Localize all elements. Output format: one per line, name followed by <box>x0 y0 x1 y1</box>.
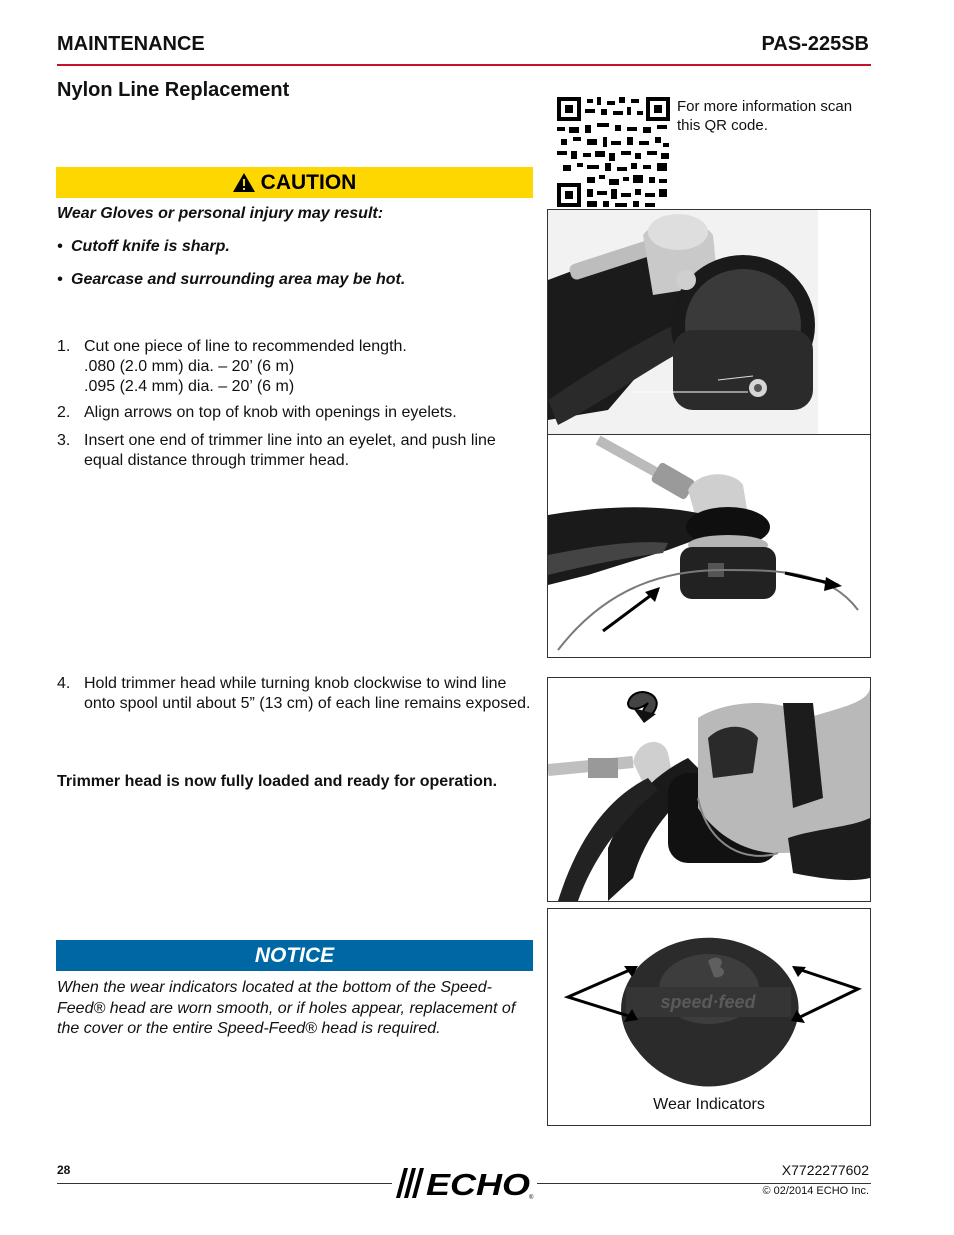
caution-banner <box>56 167 533 198</box>
qr-code-image <box>557 97 670 207</box>
document-code: X7722277602 <box>781 1162 869 1178</box>
page-number: 28 <box>57 1163 71 1177</box>
figure-caption: Wear Indicators <box>653 1096 765 1113</box>
header-model: PAS-225SB <box>761 33 869 55</box>
photo-winding-line <box>547 677 871 902</box>
caution-label: CAUTION <box>260 170 357 194</box>
copyright: © 02/2014 ECHO Inc. <box>762 1185 869 1197</box>
photo-trimmer-head-closeup <box>547 209 871 435</box>
echo-logo <box>392 1166 537 1200</box>
qr-note: For more information scan this QR code. <box>677 98 853 134</box>
ready-statement: Trimmer head is now fully loaded and ready for operation. <box>57 773 498 790</box>
section-title: Nylon Line Replacement <box>57 79 290 101</box>
speed-feed-cover-illustration <box>548 909 870 1125</box>
notice-label: NOTICE <box>254 943 335 967</box>
echo-logo-graphic <box>392 1166 537 1200</box>
winding-hands-illustration <box>548 678 870 901</box>
header-rule <box>57 64 871 66</box>
header-section: MAINTENANCE <box>57 33 205 55</box>
photo-line-insertion <box>547 434 871 658</box>
svg-text:®: ® <box>529 1195 534 1200</box>
echo-logo-text: ECHO <box>426 1167 530 1200</box>
warning-triangle-icon <box>233 173 255 192</box>
caution-intro: Wear Gloves or personal injury may result: <box>57 205 384 222</box>
svg-text:speed·feed: speed·feed <box>660 992 756 1012</box>
notice-text: When the wear indicators located at the bottom of the Speed-Feed® head are worn smooth, or if holes appear, replacement of the cover or the entire Speed-Feed® head is required. <box>57 979 516 1037</box>
line-insertion-illustration <box>548 435 870 657</box>
qr-code-graphic <box>557 97 670 207</box>
photo-wear-indicators <box>547 908 871 1126</box>
trimmer-head-illustration <box>548 210 870 434</box>
notice-banner <box>56 940 533 971</box>
